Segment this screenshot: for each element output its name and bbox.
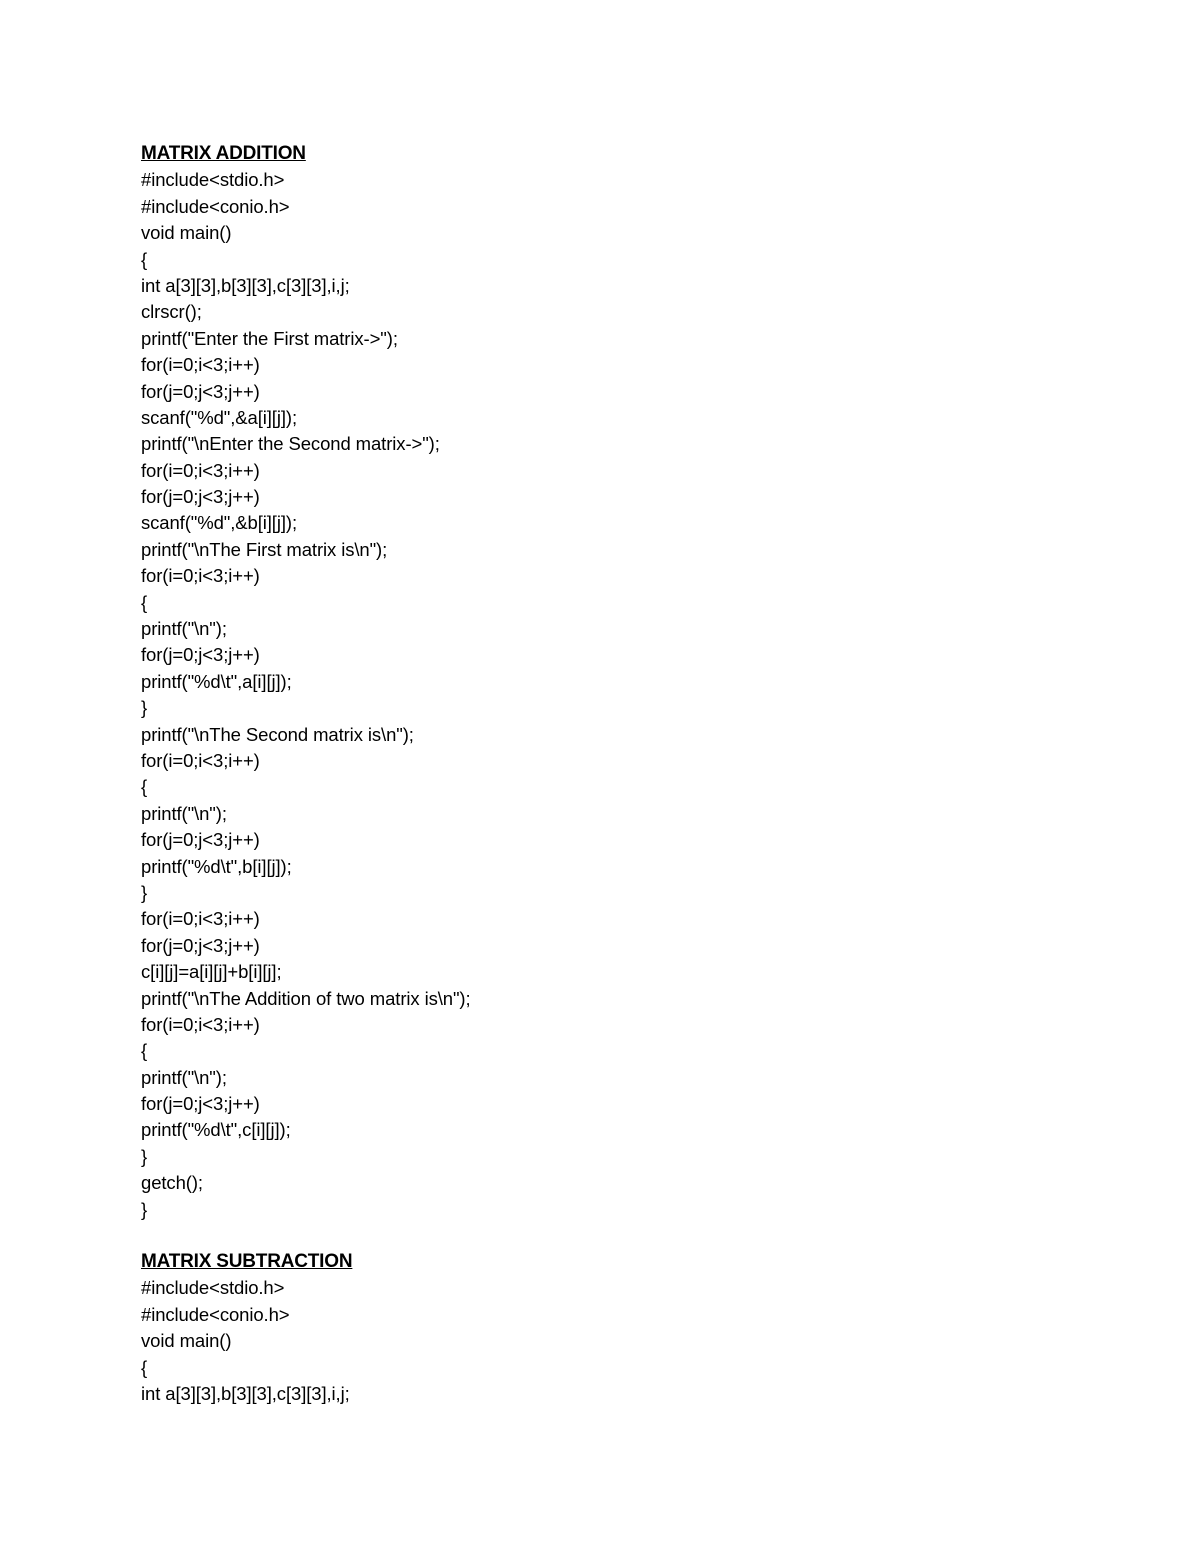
- code-line: c[i][j]=a[i][j]+b[i][j];: [141, 961, 282, 983]
- code-line: for(i=0;i<3;i++): [141, 749, 260, 771]
- code-line: for(j=0;j<3;j++): [141, 380, 260, 402]
- code-line: }: [141, 1145, 148, 1167]
- document-content: [141, 141, 1101, 1407]
- code-line: printf("\nThe First matrix is\n");: [141, 538, 388, 560]
- code-line: int a[3][3],b[3][3],c[3][3],i,j;: [141, 1382, 350, 1404]
- code-line: for(i=0;i<3;i++): [141, 908, 260, 930]
- code-line: for(j=0;j<3;j++): [141, 934, 260, 956]
- code-line: for(j=0;j<3;j++): [141, 1093, 260, 1115]
- code-line: }: [141, 881, 148, 903]
- code-line: printf("%d\t",c[i][j]);: [141, 1119, 291, 1141]
- code-line: printf("\nThe Addition of two matrix is\n");: [141, 987, 471, 1009]
- code-line: getch();: [141, 1172, 203, 1194]
- code-line: printf("%d\t",b[i][j]);: [141, 855, 292, 877]
- code-line: {: [141, 591, 148, 613]
- code-line: printf("%d\t",a[i][j]);: [141, 670, 292, 692]
- code-line: {: [141, 1040, 148, 1062]
- code-line: for(j=0;j<3;j++): [141, 486, 260, 508]
- code-line: printf("\n");: [141, 1066, 227, 1088]
- code-line: printf("Enter the First matrix->");: [141, 327, 398, 349]
- code-line: printf("\n");: [141, 802, 227, 824]
- code-line: #include<stdio.h>: [141, 1277, 285, 1299]
- code-line: for(j=0;j<3;j++): [141, 829, 260, 851]
- code-line: #include<conio.h>: [141, 1303, 290, 1325]
- code-line: {: [141, 1356, 148, 1378]
- code-line: }: [141, 697, 148, 719]
- code-line: #include<stdio.h>: [141, 169, 285, 191]
- code-line: printf("\n");: [141, 618, 227, 640]
- code-line: clrscr();: [141, 301, 202, 323]
- code-line: for(j=0;j<3;j++): [141, 644, 260, 666]
- section-heading: MATRIX SUBTRACTION: [141, 1251, 353, 1273]
- code-line: {: [141, 248, 148, 270]
- code-line: printf("\nEnter the Second matrix->");: [141, 433, 440, 455]
- code-line: #include<conio.h>: [141, 195, 290, 217]
- code-line: scanf("%d",&a[i][j]);: [141, 406, 297, 428]
- code-line: scanf("%d",&b[i][j]);: [141, 512, 297, 534]
- code-line: }: [141, 1198, 148, 1220]
- code-line: printf("\nThe Second matrix is\n");: [141, 723, 414, 745]
- code-section: [141, 1249, 1101, 1407]
- code-section: [141, 141, 1101, 1223]
- code-line: for(i=0;i<3;i++): [141, 565, 260, 587]
- section-heading: MATRIX ADDITION: [141, 143, 306, 164]
- code-line: for(i=0;i<3;i++): [141, 354, 260, 376]
- code-line: for(i=0;i<3;i++): [141, 1013, 260, 1035]
- code-line: void main(): [141, 222, 232, 244]
- code-line: for(i=0;i<3;i++): [141, 459, 260, 481]
- code-line: void main(): [141, 1330, 232, 1352]
- code-line: int a[3][3],b[3][3],c[3][3],i,j;: [141, 274, 350, 296]
- code-line: {: [141, 776, 148, 798]
